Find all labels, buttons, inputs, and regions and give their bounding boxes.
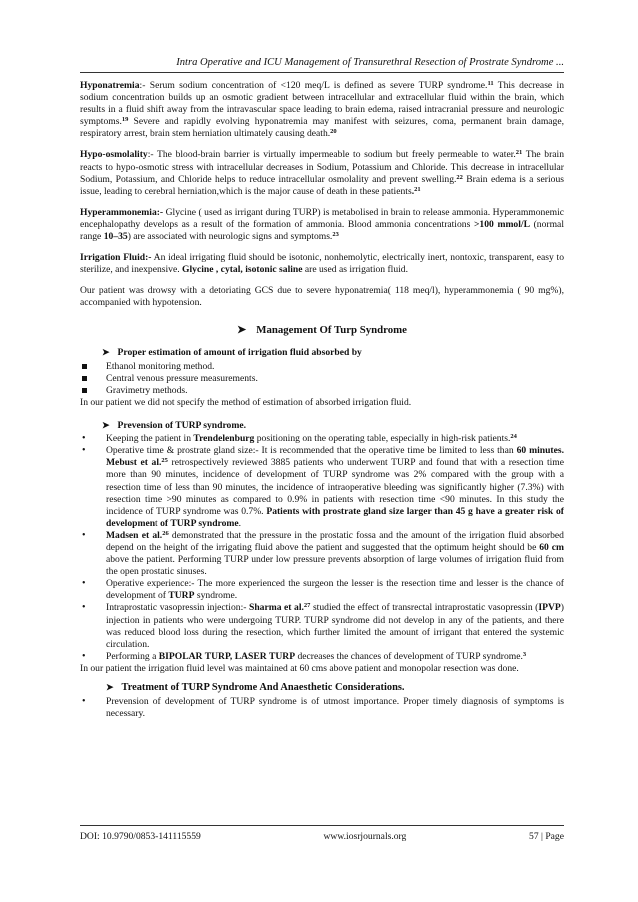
arrow-bullet-icon: ➤ (102, 420, 110, 431)
term-hypo-osmolality: Hypo-osmolality (80, 149, 148, 161)
citation: 24 (510, 433, 517, 441)
list-item: • Madsen et al.$^{26}$ demonstrated that the pressure in the prostatic fossa and the amount of the irrigation fluid absorbed depend on the height of the irrigating fluid above the patient and suggested that the optimum height should be 60 cm above the patient. Performing TURP under low pressure prevents absorption of large volumes of irrigation fluid from the open prostatic sinuses. (82, 529, 564, 578)
round-bullet-icon: • (82, 602, 86, 614)
prevention-list (80, 433, 564, 663)
list-item: Central venous pressure measurements. (80, 373, 564, 385)
list-item: • Operative time & prostrate gland size:- It is recommended that the operative time be limited to less than 60 minutes. Mebust et al.$^{25}$ retrospectively reviewed 3885 patients who underwent TURP and found that with a resection time more than 90 minutes, incidence of development of TURP syndrome was 2% compared with the group with a resection time of less than 90 minutes, the incidence of intraoperative bleeding was significantly higher (7.3%) with resection time >90 minutes as compared to 0.9% in patients with resection time <90 minutes. In this study the incidence of TURP syndrome was 0.7%. Patients with prostrate gland size larger than 45 g have a greater risk of development of TURP syndrome. (82, 445, 565, 529)
running-header: Intra Operative and ICU Management of Transurethral Resection of Prostrate Syndrome ... (176, 57, 564, 68)
article-body (80, 80, 564, 720)
paragraph-hyperammonemia: Hyperammonemia:- Glycine ( used as irrigant during TURP) is metabolised in brain to release ammonia. Hyperammonemic encephalopathy develops as a result of the formation of ammonia. Blood ammonia concentrations >100 mmol/L (normal range 10–35) are associated with neurologic signs and symptoms.$^{23}$ (80, 206, 564, 243)
subsection-title-estimation: ➤ Proper estimation of amount of irrigation fluid absorbed by (102, 346, 362, 358)
term-irrigation-fluid: Irrigation Fluid:- (80, 252, 152, 264)
square-bullet-icon (82, 385, 87, 397)
page-number: 57 | Page (529, 831, 564, 842)
term-hyperammonemia: Hyperammonemia:- (80, 206, 164, 218)
arrow-bullet-icon: ➤ (102, 346, 110, 357)
subsection-title-prevention: ➤ Prevension of TURP syndrome. (102, 420, 247, 432)
header-rule (80, 72, 564, 73)
round-bullet-icon: • (82, 578, 86, 590)
subsection-title-treatment: ➤ Treatment of TURP Syndrome And Anaesthetic Considerations. (106, 682, 405, 694)
term-hyponatremia: Hyponatremia (80, 80, 140, 91)
treatment-list (80, 696, 564, 720)
citation: 21 (515, 149, 523, 157)
paragraph-patient-status: Our patient was drowsy with a detoriating GCS due to severe hyponatremia( 118 meq/l), hyperammonemia ( 90 mg%), accompanied with hypotension. (80, 285, 564, 309)
round-bullet-icon: • (82, 696, 86, 708)
list-item: • Keeping the patient in Trendelenburg positioning on the operating table, especially in high-risk patients.$^{24}$ (82, 433, 517, 445)
paragraph-hypo-osmolality: Hypo-osmolality:- The blood-brain barrier is virtually impermeable to sodium but freely permeable to water.$^{21}$ The brain reacts to hypo-osmotic stress with intracellular decreases in Sodium, Potassium and Chloride. This decrease in intracellular Sodium, Potassium, and Chloride helps to reduce intracellular osmolality and prevent swelling.$^{22}$ Brain edema is a serious issue, leading to cerebral herniation,which is the major cause of death in these patients.$^{21}$ (80, 149, 564, 197)
list-item: Gravimetry methods. (80, 385, 564, 397)
citation: 22 (456, 173, 463, 181)
citation: 27 (303, 602, 311, 610)
citation: 11 (487, 80, 494, 87)
estimation-list (80, 361, 564, 397)
list-item: • Operative experience:- The more experienced the surgeon the lesser is the resection time and lesser is the chance of development of TURP syndrome. (82, 578, 564, 602)
square-bullet-icon (82, 373, 87, 385)
citation: 3 (522, 650, 527, 658)
section-title-management: ➤ Management Of Turp Syndrome (237, 323, 407, 336)
round-bullet-icon: • (82, 433, 86, 445)
list-item: • Performing a BIPOLAR TURP, LASER TURP decreases the chances of development of TURP syndrome.$^3$ (82, 650, 527, 662)
round-bullet-icon: • (82, 445, 86, 457)
page-footer (80, 831, 564, 842)
footer-rule (80, 825, 564, 826)
arrow-bullet-icon: ➤ (237, 323, 247, 336)
list-item: • Prevension of development of TURP syndrome is of utmost importance. Proper timely diagnosis of symptoms is necessary. (82, 696, 564, 720)
square-bullet-icon (82, 361, 87, 373)
citation: 21 (414, 185, 421, 193)
citation: 26 (162, 529, 169, 537)
citation: 20 (330, 128, 337, 136)
round-bullet-icon: • (82, 529, 86, 541)
paragraph-irrigation-fluid: Irrigation Fluid:- An ideal irrigating fluid should be isotonic, nonhemolytic, electrically inert, nontoxic, transparent, easy to sterilize, and inexpensive. Glycine , cytal, isotonic saline are used as irrigation fluid. (80, 252, 564, 276)
paragraph-hyponatremia: Hyponatremia:- Serum sodium concentration of <120 meq/L is defined as severe TURP syndrome.$^{11}$ This decrease in sodium concentration builds up an osmotic gradient between intracellular and extracellular fluid within the brain, which results in a fluid shift away from the intravascular space leading to brain edema, raised intracranial pressure and neurologic symptoms.$^{19}$ Severe and rapidly evolving hyponatremia may manifest with seizures, coma, permanent brain damage, respiratory arrest, brain stem herniation ultimately causing death.$^{20}$ (80, 80, 564, 140)
citation: 19 (121, 116, 129, 124)
estimation-note: In our patient we did not specify the method of estimation of absorbed irrigation fluid. (80, 396, 412, 408)
round-bullet-icon: • (82, 650, 86, 662)
citation: 23 (332, 231, 339, 239)
citation: 25 (161, 457, 168, 465)
list-item: Ethanol monitoring method. (80, 361, 564, 373)
list-item: • Intraprostatic vasopressin injection:- Sharma et al.$^{27}$ studied the effect of transrectal intraprostatic vasopressin (IPVP) injection in patients who were undergoing TURP. TURP syndrome did not develop in any of the patients, and there was reduced blood loss during the resection, which further limited the amount of irrigant that entered the systemic circulation. (82, 602, 564, 650)
arrow-bullet-icon: ➤ (106, 682, 114, 693)
prevention-note: In our patient the irrigation fluid level was maintained at 60 cms above patient and monopolar resection was done. (80, 662, 519, 674)
journal-site-link[interactable]: www.iosrjournals.org (323, 831, 407, 842)
doi-label: DOI: 10.9790/0853-141115559 (80, 831, 201, 842)
